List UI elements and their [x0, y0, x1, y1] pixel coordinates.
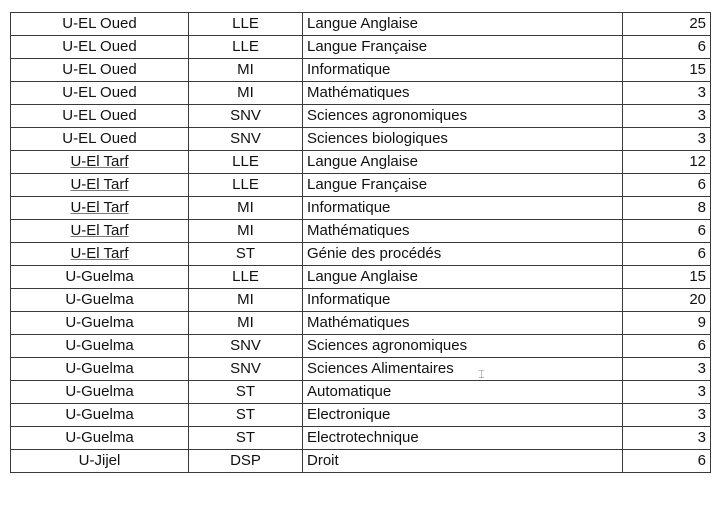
- places-cell: 6: [623, 450, 711, 473]
- table-row: [11, 427, 711, 450]
- places-cell: 6: [623, 243, 711, 266]
- university-label: U-El Tarf: [70, 199, 129, 216]
- domain-cell: SNV: [189, 105, 303, 128]
- university-cell: [11, 197, 189, 220]
- domain-cell: ST: [189, 243, 303, 266]
- university-cell: [11, 243, 189, 266]
- table-row: [11, 82, 711, 105]
- university-label: U-El Tarf: [70, 176, 129, 193]
- domain-cell: LLE: [189, 266, 303, 289]
- university-label: U-El Tarf: [70, 222, 129, 239]
- table-row: [11, 36, 711, 59]
- places-cell: 8: [623, 197, 711, 220]
- places-cell: 3: [623, 128, 711, 151]
- places-cell: 20: [623, 289, 711, 312]
- table-row: [11, 151, 711, 174]
- specialty-cell: Langue Anglaise: [303, 151, 623, 174]
- places-cell: 3: [623, 404, 711, 427]
- table-row: [11, 335, 711, 358]
- university-label: U-El Tarf: [70, 153, 129, 170]
- domain-cell: MI: [189, 197, 303, 220]
- table-row: [11, 358, 711, 381]
- table-row: [11, 174, 711, 197]
- specialty-cell: Langue Française: [303, 174, 623, 197]
- table-row: [11, 105, 711, 128]
- table-row: [11, 404, 711, 427]
- university-cell: [11, 151, 189, 174]
- table-row: [11, 128, 711, 151]
- specialty-cell: Mathématiques: [303, 220, 623, 243]
- university-cell: U-EL Oued: [11, 59, 189, 82]
- table-row: [11, 59, 711, 82]
- university-cell: U-EL Oued: [11, 105, 189, 128]
- domain-cell: LLE: [189, 151, 303, 174]
- university-cell: U-EL Oued: [11, 36, 189, 59]
- specialty-cell: Electronique: [303, 404, 623, 427]
- domain-cell: LLE: [189, 174, 303, 197]
- specialty-cell: Sciences biologiques: [303, 128, 623, 151]
- domain-cell: MI: [189, 220, 303, 243]
- specialty-cell: Informatique: [303, 59, 623, 82]
- places-cell: 3: [623, 82, 711, 105]
- table-row: [11, 13, 711, 36]
- places-cell: 3: [623, 105, 711, 128]
- table-row: [11, 289, 711, 312]
- specialty-cell: Langue Anglaise: [303, 13, 623, 36]
- places-cell: 12: [623, 151, 711, 174]
- university-cell: U-Guelma: [11, 266, 189, 289]
- places-cell: 6: [623, 335, 711, 358]
- table-row: [11, 197, 711, 220]
- places-cell: 9: [623, 312, 711, 335]
- domain-cell: ST: [189, 427, 303, 450]
- specialty-cell: Langue Anglaise: [303, 266, 623, 289]
- university-cell: U-EL Oued: [11, 128, 189, 151]
- table-row: [11, 266, 711, 289]
- university-cell: U-Guelma: [11, 381, 189, 404]
- places-cell: 6: [623, 220, 711, 243]
- domain-cell: LLE: [189, 36, 303, 59]
- places-cell: 15: [623, 266, 711, 289]
- domain-cell: SNV: [189, 335, 303, 358]
- domain-cell: MI: [189, 82, 303, 105]
- places-cell: 3: [623, 381, 711, 404]
- university-cell: U-Guelma: [11, 427, 189, 450]
- table-row: [11, 220, 711, 243]
- university-cell: U-Guelma: [11, 358, 189, 381]
- specialty-cell: Informatique: [303, 197, 623, 220]
- domain-cell: MI: [189, 312, 303, 335]
- places-cell: 3: [623, 358, 711, 381]
- specialty-cell: Informatique: [303, 289, 623, 312]
- university-cell: U-Guelma: [11, 289, 189, 312]
- places-cell: 25: [623, 13, 711, 36]
- university-cell: U-Jijel: [11, 450, 189, 473]
- domain-cell: MI: [189, 289, 303, 312]
- places-cell: 3: [623, 427, 711, 450]
- domain-cell: LLE: [189, 13, 303, 36]
- table-row: [11, 312, 711, 335]
- places-cell: 6: [623, 174, 711, 197]
- domain-cell: SNV: [189, 128, 303, 151]
- domain-cell: SNV: [189, 358, 303, 381]
- specialty-cell: Mathématiques: [303, 312, 623, 335]
- specialty-cell: Sciences agronomiques: [303, 105, 623, 128]
- domain-cell: ST: [189, 404, 303, 427]
- domain-cell: ST: [189, 381, 303, 404]
- specialty-cell: Automatique: [303, 381, 623, 404]
- table-row: [11, 450, 711, 473]
- text-cursor-icon: ⌶: [478, 368, 485, 381]
- university-cell: U-Guelma: [11, 312, 189, 335]
- specialty-cell: Mathématiques: [303, 82, 623, 105]
- specialty-cell: Langue Française: [303, 36, 623, 59]
- university-cell: U-EL Oued: [11, 82, 189, 105]
- specialty-cell: Sciences Alimentaires: [303, 358, 623, 381]
- specialty-cell: Génie des procédés: [303, 243, 623, 266]
- places-cell: 6: [623, 36, 711, 59]
- table-body: [11, 13, 711, 473]
- places-cell: 15: [623, 59, 711, 82]
- domain-cell: MI: [189, 59, 303, 82]
- allocation-table: [10, 12, 711, 473]
- specialty-cell: Sciences agronomiques: [303, 335, 623, 358]
- university-cell: U-EL Oued: [11, 13, 189, 36]
- domain-cell: DSP: [189, 450, 303, 473]
- university-cell: U-Guelma: [11, 404, 189, 427]
- university-cell: U-Guelma: [11, 335, 189, 358]
- specialty-cell: Droit: [303, 450, 623, 473]
- university-label: U-El Tarf: [70, 245, 129, 262]
- university-cell: [11, 220, 189, 243]
- table-row: [11, 381, 711, 404]
- university-cell: [11, 174, 189, 197]
- specialty-cell: Electrotechnique: [303, 427, 623, 450]
- table-row: [11, 243, 711, 266]
